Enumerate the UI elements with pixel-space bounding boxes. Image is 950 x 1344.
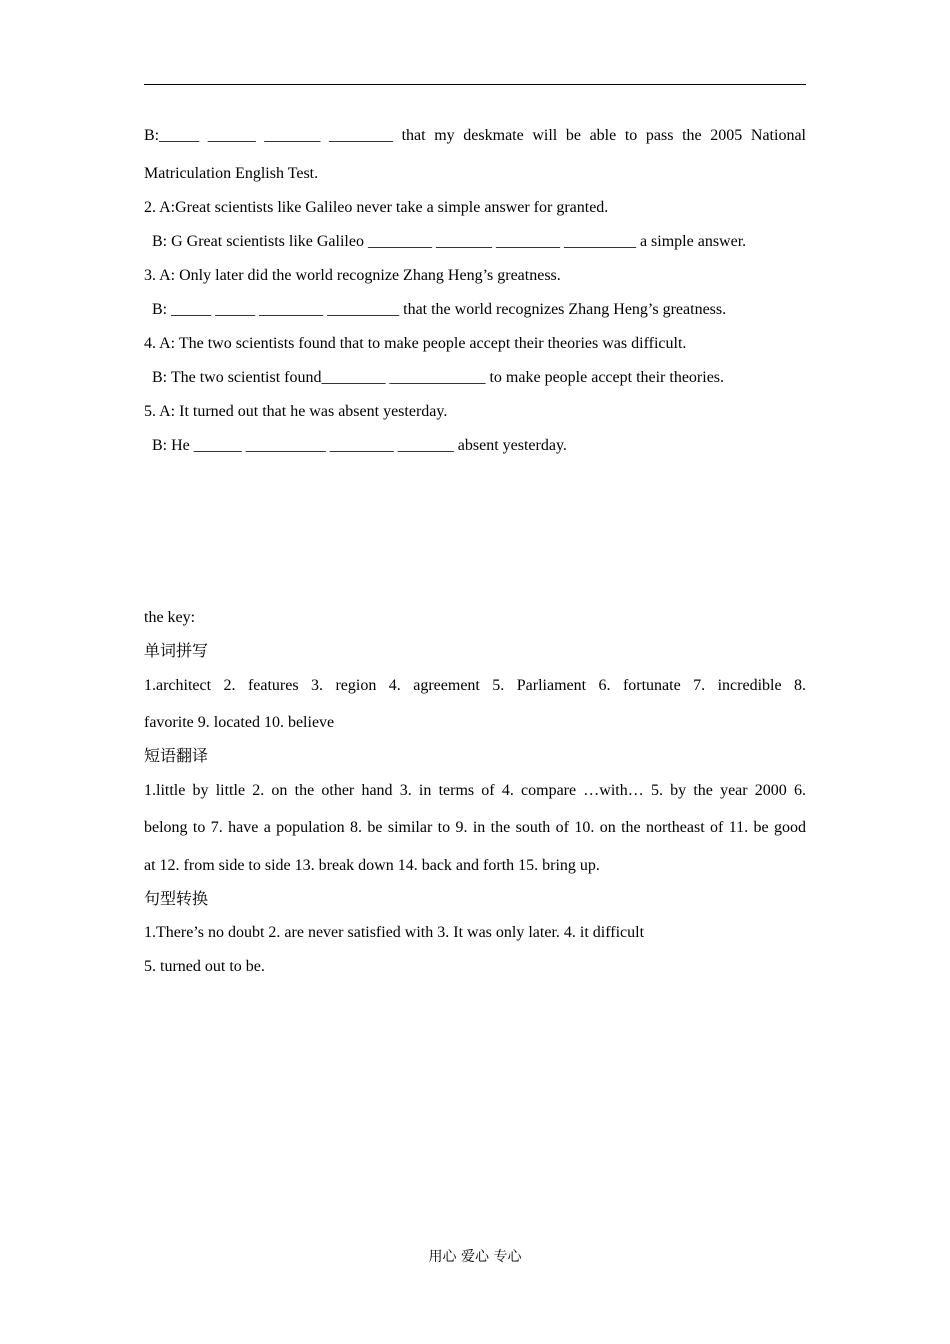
section2-line3: at 12. from side to side 13. break down 14. back and forth 15. bring up.: [144, 857, 600, 874]
q3-a: 3. A: Only later did the world recognize Zhang Heng’s greatness.: [144, 267, 561, 284]
section1-line2: favorite 9. located 10. believe: [144, 714, 335, 731]
q1-b-line1: B:_____ ______ _______ ________ that my deskmate will be able to pass the 2005 National: [144, 127, 806, 144]
q4-b: B: The two scientist found________ ____________ to make people accept their theories.: [152, 369, 725, 386]
q2-b: B: G Great scientists like Galileo ________ _______ ________ _________ a simple answer.: [152, 233, 747, 250]
section3-heading: 句型转换: [144, 891, 209, 908]
q1-b-line2: Matriculation English Test.: [144, 165, 319, 182]
section2-line1: 1.little by little 2. on the other hand 3. in terms of 4. compare …with… 5. by the year 2000 6.: [144, 782, 806, 799]
q2-a: 2. A:Great scientists like Galileo never take a simple answer for granted.: [144, 199, 609, 216]
page-footer: 用心 爱心 专心: [428, 1249, 522, 1265]
section2-line2: belong to 7. have a population 8. be similar to 9. in the south of 10. on the northeast of 11. be good: [144, 819, 806, 836]
header-rule: [144, 84, 806, 85]
q4-a: 4. A: The two scientists found that to make people accept their theories was difficult.: [144, 335, 687, 352]
section1-heading: 单词拼写: [144, 643, 209, 660]
section3-line2: 5. turned out to be.: [144, 958, 265, 975]
section1-line1: 1.architect 2. features 3. region 4. agreement 5. Parliament 6. fortunate 7. incredible 8.: [144, 677, 806, 694]
q5-a: 5. A: It turned out that he was absent yesterday.: [144, 403, 448, 420]
section2-heading: 短语翻译: [144, 748, 209, 765]
section3-line1: 1.There’s no doubt 2. are never satisfied with 3. It was only later. 4. it difficult: [144, 924, 645, 941]
q3-b: B: _____ _____ ________ _________ that the world recognizes Zhang Heng’s greatness.: [152, 301, 727, 318]
q5-b: B: He ______ __________ ________ _______ absent yesterday.: [152, 437, 567, 454]
key-title: the key:: [144, 609, 196, 626]
